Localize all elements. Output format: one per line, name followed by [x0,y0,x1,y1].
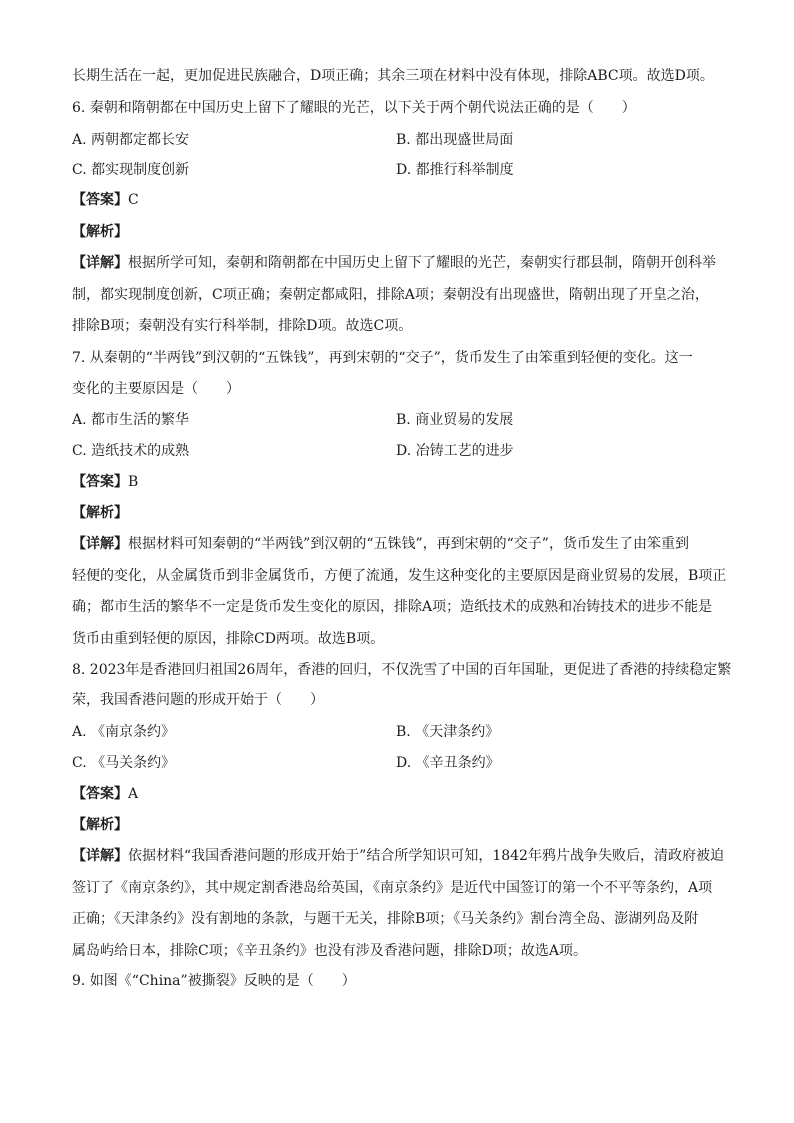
detail-line: 【详解】根据材料可知秦朝的“半两钱”到汉朝的“五铢钱”，再到宋朝的“交子”，货币发生了由笨重到 [72,536,689,552]
question-8-option-d: D. 《辛丑条约》 [396,755,500,771]
detail-line: 【详解】依据材料“我国香港问题的形成开始于”结合所学知识可知，1842年鸦片战争失败后，清政府被迫 [72,848,724,864]
question-8-option-c: C. 《马关条约》 [72,755,176,771]
question-7-analysis-label: 【解析】 [72,505,128,521]
question-8-option-a: A. 《南京条约》 [72,724,176,740]
question-6-option-a: A. 两朝都定都长安 [72,132,190,148]
detail-line: 正确；《天津条约》没有割地的条款，与题干无关，排除B项；《马关条约》割台湾全岛、澎湖列岛及附 [72,911,699,927]
question-7-detail [72,529,727,655]
detail-line: 排除B项；秦朝没有实行科举制，排除D项。故选C项。 [72,318,413,334]
question-6-stem: 6. 秦朝和隋朝都在中国历史上留下了耀眼的光芒，以下关于两个朝代说法正确的是（ ） [72,100,636,116]
question-6-detail [72,248,722,343]
question-8-analysis-label: 【解析】 [72,817,128,833]
answer-value: C [128,192,139,208]
question-7-option-d: D. 冶铸工艺的进步 [396,443,514,459]
question-8-stem-line1: 8. 2023年是香港回归祖国26周年，香港的回归，不仅洗雪了中国的百年国耻，更促进了香港的持续稳定繁 [72,662,732,678]
detail-line: 制，都实现制度创新，C项正确；秦朝定都咸阳，排除A项；秦朝没有出现盛世，隋朝出现了开皇之治， [72,286,709,303]
question-7-answer [72,472,138,492]
question-7-option-c: C. 造纸技术的成熟 [72,443,190,459]
detail-label: 【详解】 [72,255,128,271]
answer-value: A [128,786,139,802]
intro-line: 长期生活在一起，更加促进民族融合，D项正确；其余三项在材料中没有体现，排除ABC项。故选D项。 [72,68,714,84]
detail-line: 确；都市生活的繁华不一定是货币发生变化的原因，排除A项；造纸技术的成熟和冶铸技术的进步不能是 [72,599,713,615]
question-6-analysis-label: 【解析】 [72,224,128,240]
question-6-option-b: B. 都出现盛世局面 [396,132,514,148]
detail-line: 【详解】根据所学可知，秦朝和隋朝都在中国历史上留下了耀眼的光芒，秦朝实行郡县制，隋朝开创科举 [72,255,716,271]
question-6-option-d: D. 都推行科举制度 [396,162,514,178]
answer-label: 【答案】 [72,474,128,490]
question-9-stem: 9. 如图《“China”被撕裂》反映的是（ ） [72,973,356,989]
question-6-answer [72,190,139,210]
answer-label: 【答案】 [72,786,128,802]
detail-label: 【详解】 [72,848,128,864]
question-7-option-b: B. 商业贸易的发展 [396,412,514,428]
question-8-detail [72,841,722,967]
detail-line: 属岛屿给日本，排除C项；《辛丑条约》也没有涉及香港问题，排除D项；故选A项。 [72,942,588,959]
detail-line: 签订了《南京条约》，其中规定割香港岛给英国，《南京条约》是近代中国签订的第一个不平等条约，A项 [72,879,713,896]
question-6-option-c: C. 都实现制度创新 [72,162,190,178]
answer-value: B [128,474,139,490]
detail-label: 【详解】 [72,536,128,552]
question-8-stem-line2: 荣，我国香港问题的形成开始于（ ） [72,692,324,708]
question-7-stem-line2: 变化的主要原因是（ ） [72,381,240,397]
question-7-option-a: A. 都市生活的繁华 [72,412,190,428]
question-8-option-b: B. 《天津条约》 [396,724,500,740]
question-8-answer [72,784,138,804]
detail-line: 货币由重到轻便的原因，排除CD两项。故选B项。 [72,630,385,647]
detail-line: 轻便的变化，从金属货币到非金属货币，方便了流通，发生这种变化的主要原因是商业贸易的发展，B项正 [72,567,727,584]
answer-label: 【答案】 [72,192,128,208]
question-7-stem-line1: 7. 从秦朝的“半两钱”到汉朝的“五铢钱”，再到宋朝的“交子”，货币发生了由笨重到轻便的变化。这一 [72,350,693,366]
